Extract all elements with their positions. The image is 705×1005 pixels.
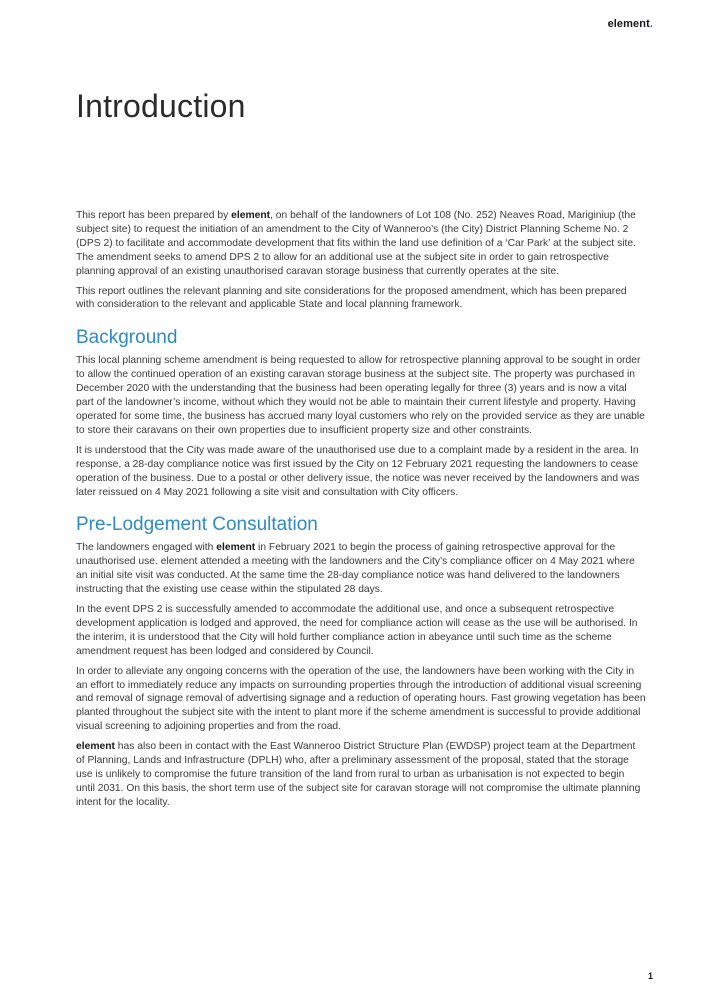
document-body — [76, 209, 646, 816]
prelodgement-p4-text: has also been in contact with the East Wanneroo District Structure Plan (EWDSP) project team at the Department of Planning, Lands and Infrastructure (DPLH) who, after a preliminary assessment of the proposal, stated that the storage use is unlikely to compromise the future transition of the land from rural to urban as urbanisation is not expected to begin until 2031. On this basis, the short term use of the subject site for caravan storage will not compromise the ultimate planning intent for the locality. — [76, 741, 641, 808]
prelodgement-p1-brand: element — [216, 542, 256, 554]
background-paragraph-2: It is understood that the City was made aware of the unauthorised use due to a complaint made by a resident in the area. In response, a 28-day compliance notice was first issued by the City on 12 February 2021 requesting the landowners to cease operation of the business. Due to a postal or other delivery issue, the notice was never received by the landowners and was later reissued on 4 May 2021 following a site visit and consultation with City officers. — [76, 444, 640, 498]
intro-p1-text-end: , on behalf of the landowners of Lot 108 (No. 252) Neaves Road, Mariginiup (the subject site) to request the initiation of an amendment to the City of Wanneroo’s (the City) District Planning Scheme No. 2 (DPS 2) to facilitate and accommodate development that fits within the land use definition of a ‘Car Park’ at the subject site. The amendment seeks to amend DPS 2 to allow for an additional use at the subject site in order to gain retrospective planning approval of an existing unauthorised caravan storage business that currently operates at the site. — [76, 210, 636, 277]
prelodgement-p1-text-end: in February 2021 to begin the process of gaining retrospective approval for the unauthorised use. element attended a meeting with the landowners and the City’s compliance officer on 4 May 2021 where an initial site visit was conducted. At the same time the 28-day compliance notice was hand delivered to the landowners instructing that the existing use cease within the stipulated 28 days. — [76, 542, 635, 596]
intro-paragraph-2: This report outlines the relevant planning and site considerations for the proposed amendment, which has been prepared with consideration to the relevant and applicable State and local planning framework. — [76, 285, 627, 311]
prelodgement-paragraph-3: In order to alleviate any ongoing concerns with the operation of the use, the landowners have been working with the City in an effort to immediately reduce any impacts on surrounding properties through the introduction of additional visual screening and removal of signage removal of advertising signage and a reduction of operating hours. Fast growing vegetation has been planted throughout the subject site with the intent to plant more if the scheme amendment is successful to provide additional visual screening to adjoining properties and from the road. — [76, 665, 646, 733]
page-number: 1 — [647, 971, 653, 981]
intro-p1-text-start: This report has been prepared by — [76, 210, 232, 221]
prelodgement-p1-text-start: The landowners engaged with — [76, 542, 217, 554]
brand-logo — [608, 18, 653, 30]
intro-paragraph-1 — [76, 209, 646, 279]
background-paragraph-1: This local planning scheme amendment is being requested to allow for retrospective planning approval to be sought in order to allow the continued operation of an existing caravan storage business at the subject site. The property was purchased in December 2020 with the understanding that the business had been operating legally for three (3) years and is now a vital part of the landowner’s income, without which they would not be able to maintain their current lifestyle and property. Having operated for some time, the business has accrued many loyal customers who rely on the provided service as they are unable to store their caravans on their own properties due to insufficient property size and other constraints. — [76, 355, 645, 436]
page-title: Introduction — [76, 88, 246, 124]
background-heading: Background — [76, 327, 178, 349]
logo-dot: . — [649, 18, 653, 30]
prelodgement-paragraph-2: In the event DPS 2 is successfully amended to accommodate the additional use, and once a subsequent retrospective development application is lodged and approved, the need for compliance action will cease as the use will be authorised. In the interim, it is understood that the City will hold further compliance action in abeyance until such time as the scheme amendment request has been lodged and considered by Council. — [76, 604, 638, 657]
logo-text: element — [607, 18, 650, 30]
prelodgement-heading: Pre-Lodgement Consultation — [76, 514, 318, 536]
prelodgement-paragraph-1 — [76, 541, 646, 597]
prelodgement-paragraph-4 — [76, 740, 646, 810]
intro-p1-brand: element — [231, 210, 271, 221]
prelodgement-p4-brand: element — [76, 741, 115, 753]
